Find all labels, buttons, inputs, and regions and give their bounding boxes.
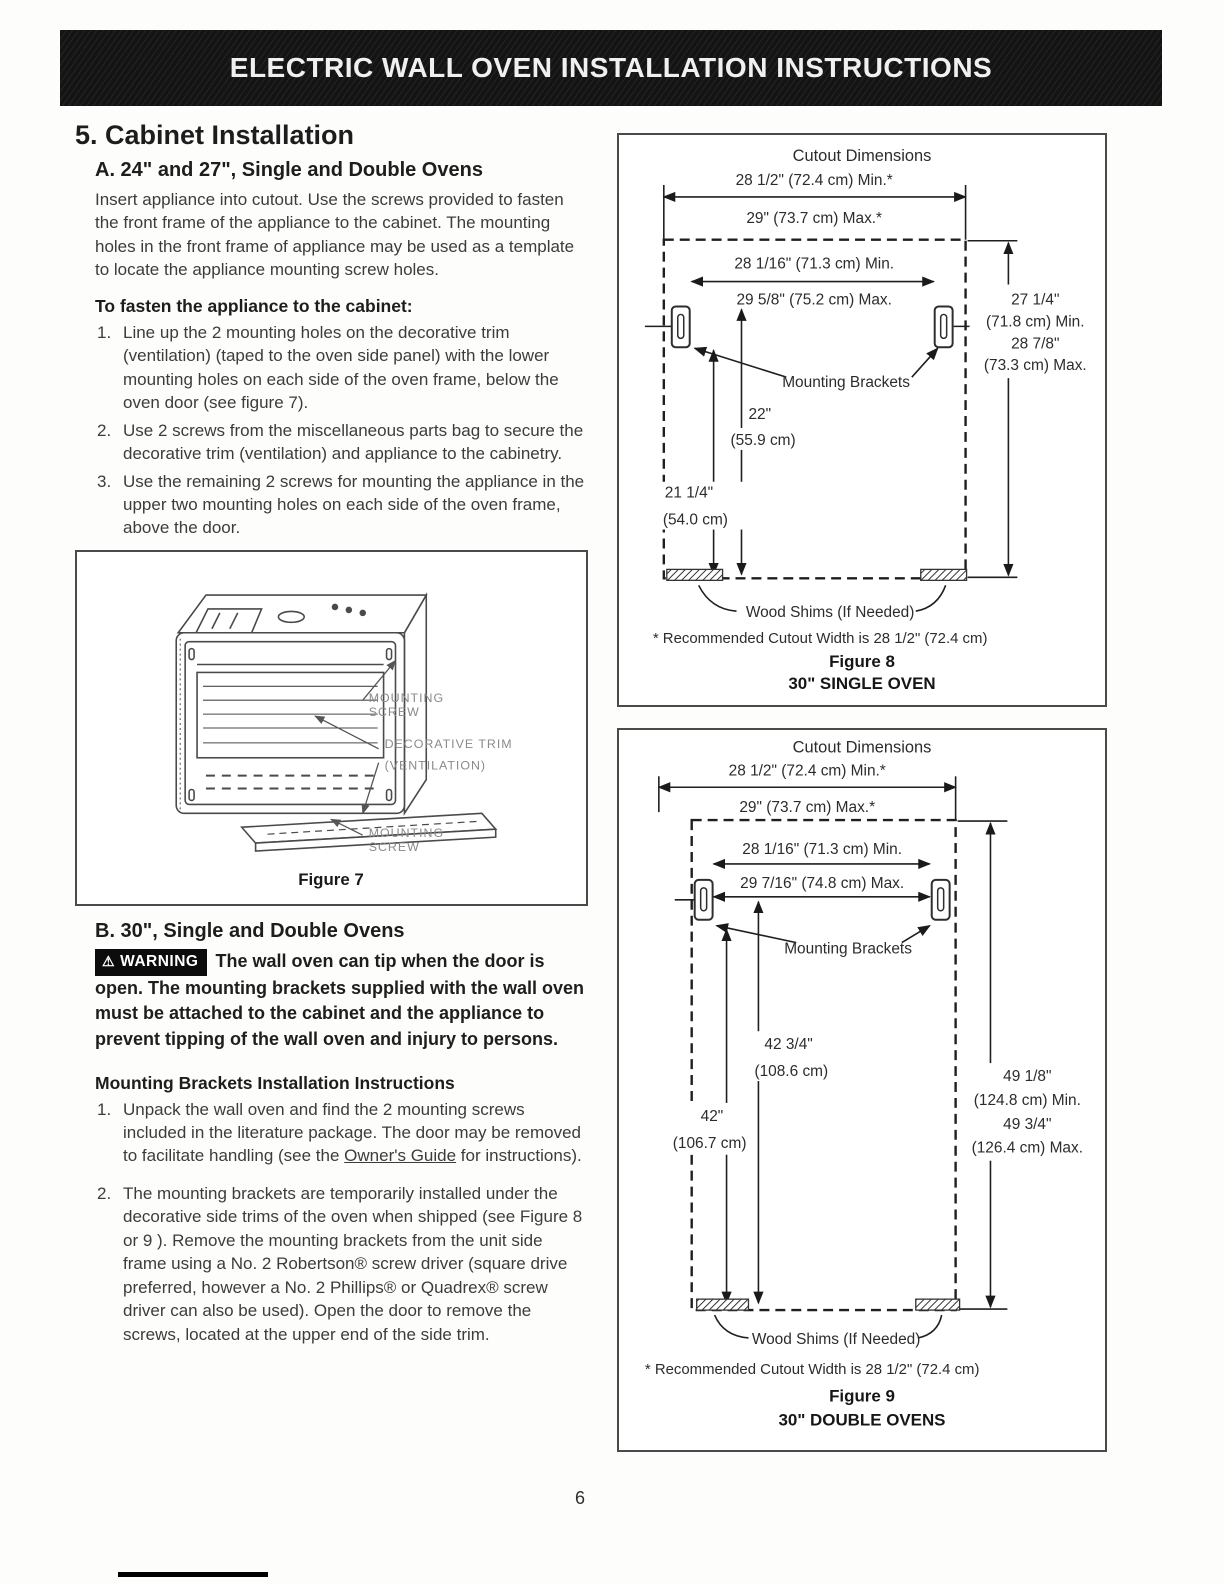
fig8-right-dim: 27 1/4" [1011,291,1060,309]
step-item: Use the remaining 2 screws for mounting the appliance in the upper two mounting holes on each side of the oven frame, above the door. [123,471,585,538]
page-number: 6 [574,1488,585,1508]
warning-paragraph [95,949,588,1053]
section-title: 5. Cabinet Installation [75,120,355,150]
fig8-dim-21-cm: (54.0 cm) [662,511,728,529]
figure-9 [617,728,1107,1452]
fig8-right-dim: (73.3 cm) Max. [983,357,1087,375]
brackets-heading: Mounting Brackets Installation Instructions [95,1072,455,1093]
section-a-title: A. 24" and 27", Single and Double Ovens [95,159,483,181]
fig8-title: Cutout Dimensions [792,147,932,166]
fig8-inner-min: 28 1/16" (71.3 cm) Min. [734,255,895,273]
fig8-dim-21: 21 1/4" [664,484,714,502]
footer-mark [118,1572,268,1577]
label-mounting-screw-bottom: SCREW [368,839,420,854]
oven-vent-housing [196,609,261,633]
fig8-width-min: 28 1/2" (72.4 cm) Min.* [735,171,893,189]
oven-line-art [176,595,495,851]
fig8-shims-label: Wood Shims (If Needed) [745,604,915,622]
fig9-dim-42: 42" [700,1107,724,1125]
fig8-dim-22-cm: (55.9 cm) [730,431,796,449]
figure9-diagram [619,730,1105,1450]
figure9-dimension-lines [659,776,1008,1338]
figure-7 [75,550,588,906]
mounting-bracket-left [672,306,690,347]
figure8-dimension-lines [645,185,1017,611]
step-item: The mounting brackets are temporarily installed under the decorative side trims of the oven when shipped (see Figure 8 or 9 ). Remove the mounting brackets from the unit side frame using a No. 2 Robertson® screw driver (square drive preferred, however a No. 2 Phillips® or Quadrex® screw driver can also be used). Open the door to remove the screws, located at the upper end of the side trim. [123,1183,583,1344]
step-text: Unpack the wall oven and find the 2 mounting screws included in the literature package. The door may be removed to facilitate handling (see the [123,1099,582,1166]
warning-icon: ⚠ [102,952,116,969]
fig9-right-dim: 49 3/4" [1003,1115,1052,1133]
fig8-right-dim: 28 7/8" [1011,335,1060,353]
label-ventilation: (VENTILATION) [384,758,487,773]
warning-badge-label: WARNING [120,952,199,970]
fig8-footnote: * Recommended Cutout Width is 28 1/2" (72.4 cm) [652,630,988,648]
figure8-diagram [619,135,1105,705]
fig8-brackets-label: Mounting Brackets [782,374,910,392]
mounting-bracket-right [935,306,953,347]
fig8-width-max: 29" (73.7 cm) Max.* [746,209,883,227]
mounting-bracket-left [695,880,713,920]
step-item [123,1098,588,1168]
oven-top-oval [278,611,304,622]
fig9-caption: Figure 9 [829,1386,895,1406]
bracket-steps [95,1098,588,1347]
section-b [75,920,588,1346]
owners-guide-link[interactable]: Owner's Guide [344,1146,457,1166]
document-title: ELECTRIC WALL OVEN INSTALLATION INSTRUCTIONS [229,52,993,83]
fig9-right-dim: (124.8 cm) Min. [973,1091,1081,1109]
oven-front-face [176,633,404,814]
step-item: Line up the 2 mounting holes on the decorative trim (ventilation) (taped to the oven side panel) with the lower mounting holes on each side of the oven frame, below the oven door (see figure 7). [123,322,559,413]
label-mounting-screw-top: SCREW [368,704,420,719]
fig9-title: Cutout Dimensions [792,738,932,757]
fig9-subcaption: 30" DOUBLE OVENS [778,1410,946,1430]
step-item: Use 2 screws from the miscellaneous parts bag to secure the decorative trim (ventilation) and appliance to the cabinetry. [123,420,584,464]
label-mounting-screw-bottom: MOUNTING [368,826,445,841]
page-header-banner [60,30,1162,106]
instructions-column [75,120,588,1356]
fig9-shims-label: Wood Shims (If Needed) [751,1330,921,1348]
fig8-inner-max: 29 5/8" (75.2 cm) Max. [736,291,892,309]
warning-badge [95,949,207,976]
label-mounting-screw-top: MOUNTING [368,691,445,706]
fasten-heading: To fasten the appliance to the cabinet: [95,295,413,316]
fasten-steps [95,321,588,540]
fig9-right-dim: (126.4 cm) Max. [971,1139,1084,1157]
fig8-subcaption: 30" SINGLE OVEN [788,673,936,693]
fig9-width-min: 28 1/2" (72.4 cm) Min.* [728,762,886,780]
fig8-right-dim: (71.8 cm) Min. [986,313,1085,331]
section-a [75,159,588,540]
fig9-width-max: 29" (73.7 cm) Max.* [739,799,876,817]
label-decorative-trim: DECORATIVE TRIM [384,736,513,751]
figure7-caption: Figure 7 [298,869,364,889]
fig9-inner-min: 28 1/16" (71.3 cm) Min. [742,840,903,858]
wood-shims [697,1299,960,1310]
fig9-inner-max: 29 7/16" (74.8 cm) Max. [740,874,905,892]
fig9-dim-4234: 42 3/4" [764,1036,813,1054]
fig8-caption: Figure 8 [829,651,895,671]
fig9-dim-4234-cm: (108.6 cm) [754,1063,829,1081]
figure7-diagram [77,552,586,904]
mounting-bracket-right [932,880,950,920]
fig8-dim-22: 22" [748,406,772,424]
figure-8 [617,133,1107,707]
step-text: for instructions). [456,1146,582,1166]
section-b-title: B. 30", Single and Double Ovens [95,919,405,942]
section-a-intro: Insert appliance into cutout. Use the screws provided to fasten the front frame of the appliance to the cabinet. The mounting holes in the front frame of appliance may be used as a template to locate the appliance mounting screw holes. [95,190,575,280]
warning-text: The wall oven can tip when the door is open. The mounting brackets supplied with the wall oven must be attached to the cabinet and the appliance to prevent tipping of the wall oven and injury to persons. [95,950,585,1049]
fig9-footnote: * Recommended Cutout Width is 28 1/2" (72.4 cm) [644,1360,980,1378]
fig9-dim-42-cm: (106.7 cm) [672,1134,747,1152]
fig9-right-dim: 49 1/8" [1003,1068,1052,1086]
fig9-brackets-label: Mounting Brackets [784,940,912,958]
